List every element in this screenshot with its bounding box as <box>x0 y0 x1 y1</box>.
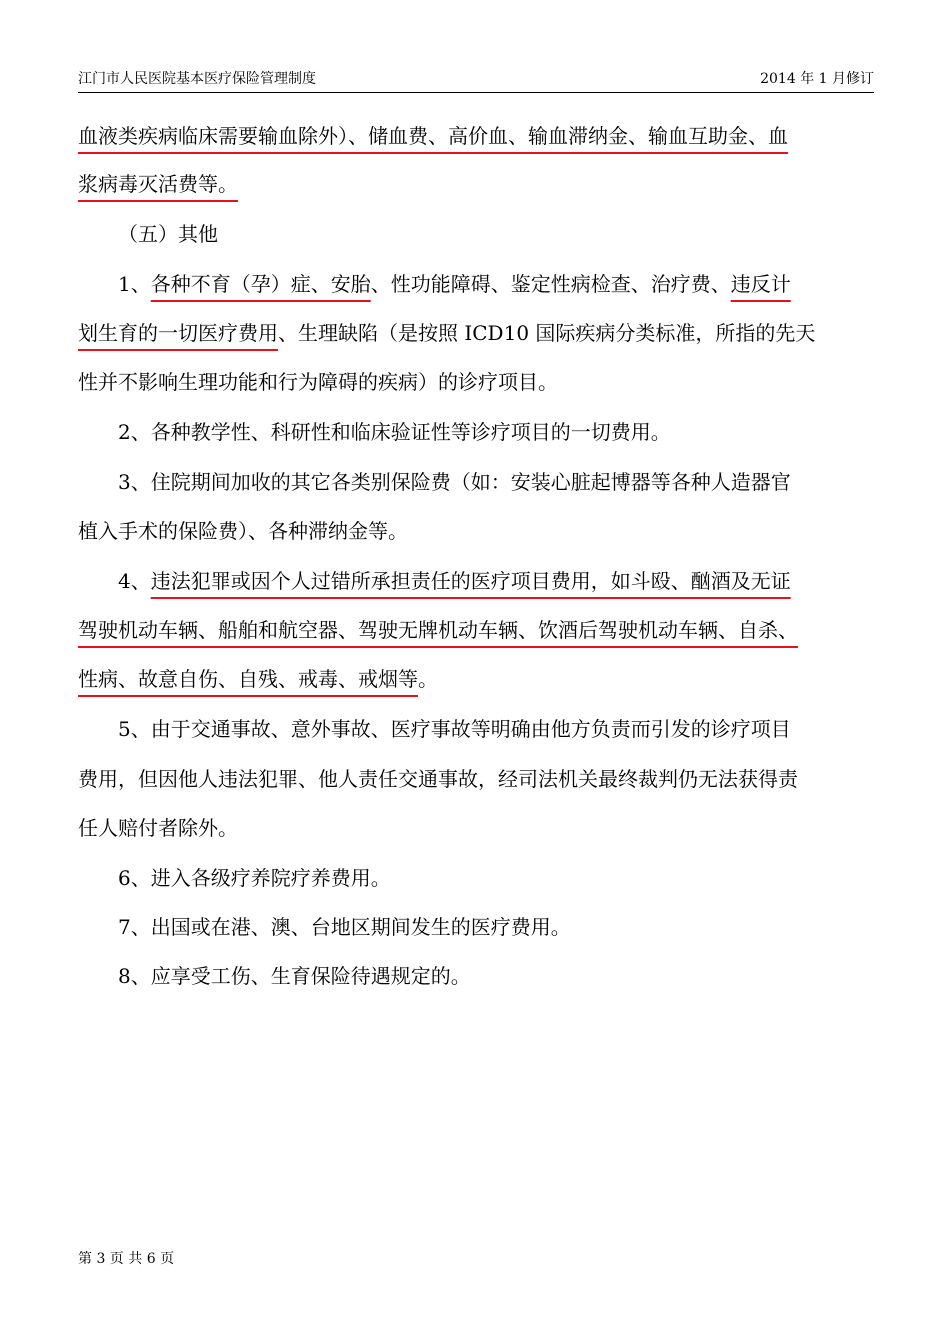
text-line <box>78 864 914 892</box>
page-number: 第 3 页 共 6 页 <box>78 1251 175 1267</box>
text-line <box>78 319 874 347</box>
underlined-text: 浆病毒灭活费等。 <box>78 172 238 196</box>
text-line <box>78 170 874 198</box>
plain-text: 性并不影响生理功能和行为障碍的疾病）的诊疗项目。 <box>78 370 558 394</box>
underlined-text: 违法犯罪或因个人过错所承担责任的医疗项目费用，如斗殴、酗酒及无证 <box>150 569 791 593</box>
header-revision-date: 2014 年 1 月修订 <box>760 71 874 87</box>
item-number: 1、 <box>118 272 151 296</box>
text-line <box>78 122 874 150</box>
text-line <box>78 665 874 693</box>
underlined-text: 性病、故意自伤、自残、戒毒、戒烟等 <box>78 667 418 691</box>
underlined-text: 违反计 <box>730 272 791 296</box>
text-line <box>78 715 914 743</box>
plain-text: 植入手术的保险费）、各种滞纳金等。 <box>78 519 408 543</box>
plain-text: 、性功能障碍、鉴定性病检查、治疗费、 <box>370 272 731 296</box>
text-line <box>78 468 914 496</box>
text-line <box>78 567 914 595</box>
plain-text: 。 <box>418 667 438 691</box>
plain-text: 3、住院期间加收的其它各类别保险费（如：安装心脏起博器等各种人造器官 <box>118 470 791 494</box>
section-heading-text: （五）其他 <box>118 222 218 246</box>
plain-text: 、生理缺陷（是按照 ICD10 国际疾病分类标准，所指的先天 <box>278 321 816 345</box>
plain-text: 任人赔付者除外。 <box>78 816 238 840</box>
text-line <box>78 270 914 298</box>
page-header <box>78 70 874 93</box>
text-line <box>78 517 874 545</box>
plain-text: 5、由于交通事故、意外事故、医疗事故等明确由他方负责而引发的诊疗项目 <box>118 717 791 741</box>
plain-text: 8、应享受工伤、生育保险待遇规定的。 <box>118 964 471 988</box>
text-line <box>78 765 874 793</box>
underlined-text: 驾驶机动车辆、船舶和航空器、驾驶无牌机动车辆、饮酒后驾驶机动车辆、自杀、 <box>78 618 798 642</box>
text-line <box>78 913 914 941</box>
plain-text: 费用，但因他人违法犯罪、他人责任交通事故，经司法机关最终裁判仍无法获得责 <box>78 767 798 791</box>
page-footer <box>78 1250 174 1268</box>
plain-text: 7、出国或在港、澳、台地区期间发生的医疗费用。 <box>118 915 571 939</box>
header-title: 江门市人民医院基本医疗保险管理制度 <box>78 71 316 87</box>
underlined-text: 血液类疾病临床需要输血除外）、储血费、高价血、输血滞纳金、输血互助金、血 <box>78 124 788 148</box>
text-line <box>78 368 874 396</box>
item-number: 4、 <box>118 569 151 593</box>
section-heading <box>78 220 914 248</box>
text-line <box>78 962 914 990</box>
text-line <box>78 814 874 842</box>
text-line <box>78 418 914 446</box>
plain-text: 2、各种教学性、科研性和临床验证性等诊疗项目的一切费用。 <box>118 420 671 444</box>
plain-text: 6、进入各级疗养院疗养费用。 <box>118 866 391 890</box>
underlined-text: 划生育的一切医疗费用 <box>78 321 278 345</box>
underlined-text: 各种不育（孕）症、安胎 <box>150 272 371 296</box>
text-line <box>78 616 874 644</box>
